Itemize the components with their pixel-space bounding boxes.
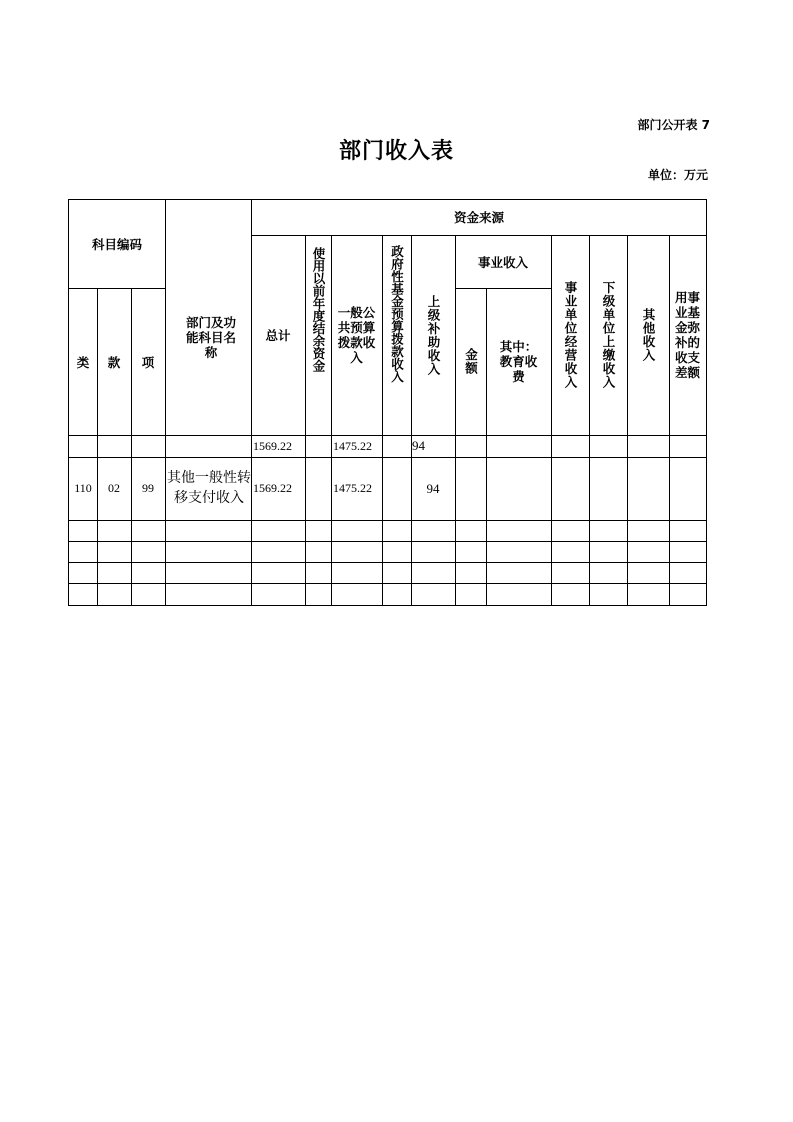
- header-business-income: 事业收入: [477, 254, 528, 270]
- header-xiang: 项: [141, 354, 155, 370]
- header-lei: 类: [76, 354, 90, 370]
- grid-line: [165, 199, 166, 605]
- header-other-income: 其他收入: [641, 308, 656, 362]
- header-total: 总计: [265, 328, 291, 343]
- header-kuan: 款: [107, 354, 121, 370]
- table-cell-lei: 110: [74, 481, 92, 495]
- table-cell-kuan: 02: [108, 481, 120, 495]
- table-cell-xiang: 99: [142, 481, 154, 495]
- grid-line: [706, 199, 707, 605]
- table-number: 部门公开表 7: [637, 118, 710, 132]
- table-cell-superior-subsidy: 94: [412, 438, 425, 453]
- header-code-group: 科目编码: [91, 236, 142, 252]
- header-gov-fund: 政府性基金预算拨款收入: [389, 245, 405, 383]
- table-cell-name: 其他一般性转移支付收入: [167, 470, 251, 506]
- header-funds-source: 资金来源: [453, 210, 504, 225]
- header-prior-balance: 使用以前年度结余资金: [311, 247, 326, 372]
- header-general-budget: 一般公共预算拨款收入: [337, 305, 376, 365]
- header-operating-income: 事业单位经营收入: [563, 281, 578, 389]
- table-cell-total: 1569.22: [253, 481, 292, 495]
- table-cell-general-budget: 1475.22: [333, 438, 372, 453]
- header-subordinate-income: 下级单位上缴收入: [601, 281, 616, 389]
- header-amount: 金额: [463, 348, 479, 375]
- income-table: [68, 199, 707, 606]
- header-name: 部门及功能科目名称: [185, 314, 236, 360]
- unit-label: 单位：万元: [647, 168, 708, 182]
- header-of-which-edu: 其中：教育收费: [499, 339, 538, 384]
- header-fund-compensation: 用事业基金弥补的收支差额: [674, 290, 700, 380]
- table-cell-superior-subsidy: 94: [426, 480, 440, 496]
- table-cell-general-budget: 1475.22: [333, 481, 372, 495]
- page-title: 部门收入表: [338, 139, 454, 164]
- header-superior-subsidy: 上级补助收入: [426, 294, 441, 376]
- table-cell-total: 1569.22: [253, 438, 292, 453]
